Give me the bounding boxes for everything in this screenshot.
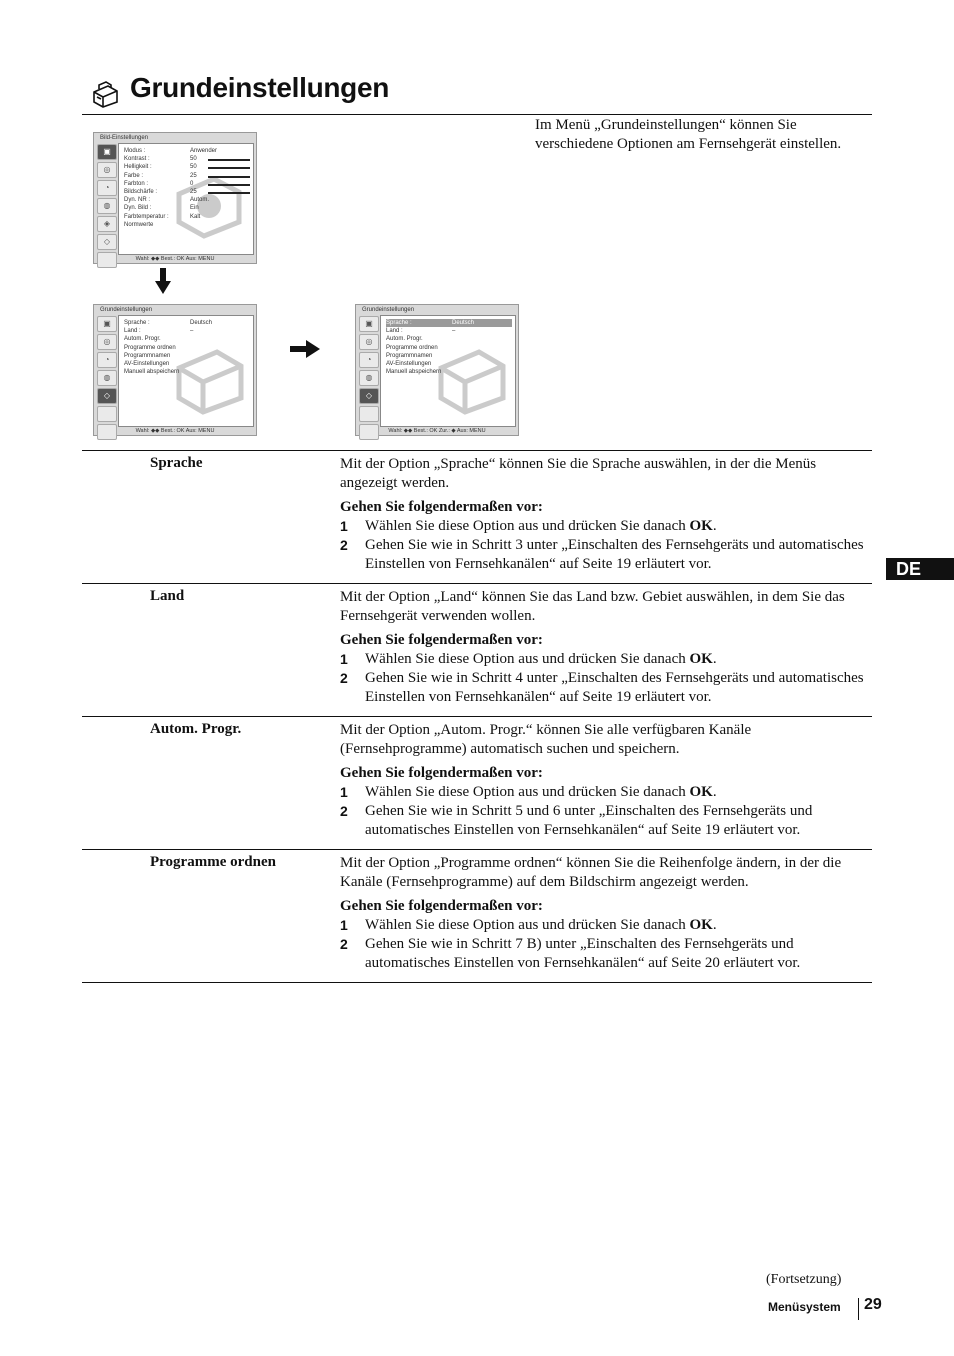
screen-icon: ◍ (97, 370, 117, 386)
option-description (340, 588, 872, 707)
menu-row: Programme ordnen (124, 344, 176, 351)
picture-icon: ▣ (359, 316, 379, 332)
menu-row: Farbe : 25 (124, 172, 250, 180)
sound-icon: ◎ (359, 334, 379, 350)
menu-row: Manuell abspeichern (124, 369, 180, 376)
picture-icon: ▣ (97, 144, 117, 160)
menu-icon-column (358, 315, 378, 425)
intro-text: Im Menü „Grundeinstellungen“ können Sie verschiedene Optionen am Fernsehgerät einstellen. (535, 117, 842, 152)
menu-row: Modus : Anwender (124, 148, 218, 154)
menu-row: Dyn. Bild : Ein (124, 205, 199, 212)
page-title: Grundeinstellungen (130, 72, 390, 103)
footer-divider (858, 1298, 859, 1320)
option-intro: Mit der Option „Land“ können Sie das Land bzw. Gebiet auswählen, in dem Sie das Fernsehgerät verwenden wollen. (340, 589, 845, 624)
menu-panel (118, 143, 254, 255)
menu-row: AV-Einstellungen (386, 360, 432, 367)
step: 1 Wählen Sie diese Option aus und drücken Sie danach OK. (340, 784, 717, 800)
sound-icon: ◎ (97, 162, 117, 178)
screen-icon: ◍ (359, 370, 379, 386)
timer-icon: ◔ (359, 352, 379, 368)
option-description (340, 854, 872, 973)
toolbox-icon: ◇ (97, 388, 117, 404)
menu-row: Helligkeit : 50 (124, 163, 250, 171)
step: 1 Wählen Sie diese Option aus und drücken Sie danach OK. (340, 651, 717, 667)
footer-section: Menüsystem (768, 1300, 841, 1314)
blank-icon (97, 406, 117, 422)
menu-row: Kontrast : 50 (124, 155, 250, 163)
menu-row: Dyn. NR : Autom. (124, 197, 210, 204)
sound-icon: ◎ (97, 334, 117, 350)
menu-row: Programmnamen (386, 352, 433, 359)
timer-icon: ◔ (97, 180, 117, 196)
setup-screen (93, 304, 257, 436)
option-row-land (82, 583, 872, 716)
options-table (82, 450, 872, 983)
step: 1 Wählen Sie diese Option aus und drücken Sie danach OK. (340, 917, 717, 933)
screen-title: Grundeinstellungen (100, 307, 153, 313)
timer-icon: ◔ (97, 352, 117, 368)
toolbox-icon (90, 80, 120, 108)
screen-icon: ◍ (97, 198, 117, 214)
step: 2 Gehen Sie wie in Schritt 4 unter „Einschalten des Fernsehgeräts und automatisches Einstellen von Fernsehkanälen“ auf Seite 19 erläutert vor. (340, 670, 864, 705)
procedure-heading: Gehen Sie folgendermaßen vor: (340, 499, 543, 515)
option-row-sprache (82, 450, 872, 583)
menu-row: Farbtemperatur : Kalt (124, 213, 201, 220)
menu-row: AV-Einstellungen (124, 360, 170, 367)
option-description (340, 721, 872, 840)
step: 1 Wählen Sie diese Option aus und drücken Sie danach OK. (340, 518, 717, 534)
step: 2 Gehen Sie wie in Schritt 3 unter „Einschalten des Fernsehgeräts und automatisches Einstellen von Fernsehkanälen“ auf Seite 19 erläutert vor. (340, 537, 864, 572)
slider-bar (208, 159, 250, 161)
menu-row: Manuell abspeichern (386, 369, 442, 376)
screen-title: Bild-Einstellungen (100, 135, 149, 141)
language-tab: DE (886, 558, 954, 580)
step: 2 Gehen Sie wie in Schritt 7 B) unter „Einschalten des Fernsehgeräts und automatisches Einstellen von Fernsehkanälen“ auf Seite 20 erläutert vor. (340, 936, 801, 971)
menu-row: Programmnamen (124, 352, 171, 359)
slider-bar (208, 176, 250, 178)
option-term: Autom. Progr. (150, 721, 242, 737)
option-intro: Mit der Option „Sprache“ können Sie die Sprache auswählen, in der die Menüs angezeigt werden. (340, 456, 817, 491)
procedure-heading: Gehen Sie folgendermaßen vor: (340, 765, 543, 781)
slider-bar (208, 192, 250, 194)
screen-footer: Wahl: ◆◆ Best.: OK Aus: MENU (135, 256, 215, 262)
blank-icon (359, 406, 379, 422)
screen-footer: Wahl: ◆◆ Best.: OK Zur.: ◆ Aus: MENU (388, 428, 486, 434)
picture-settings-screen (93, 132, 257, 264)
menu-row: Autom. Progr. (124, 336, 161, 343)
option-intro: Mit der Option „Programme ordnen“ können Sie die Reihenfolge ändern, in der die Kanäle (Fernsehprogramme) auf dem Bildschirm angezeigt werden. (340, 855, 842, 890)
option-row-autom-progr (82, 716, 872, 849)
menu-icon-column (96, 315, 116, 425)
menu-panel (380, 315, 516, 427)
page-number: 29 (864, 1296, 882, 1313)
menu-row: Sprache : Deutsch (124, 320, 213, 326)
slider-bar (208, 167, 250, 169)
arrow-down-icon (155, 268, 171, 294)
arrow-right-icon (290, 340, 320, 358)
menu-row: Bildschärfe : 25 (124, 188, 250, 196)
menu-row: Land : – (386, 328, 456, 335)
setup-screen-selected (355, 304, 519, 436)
slider-bar (208, 184, 250, 186)
picture-icon: ▣ (97, 316, 117, 332)
option-term: Programme ordnen (150, 854, 276, 870)
toolbox-icon: ◇ (97, 234, 117, 250)
page-header (82, 70, 872, 115)
menu-row-selected: Sprache : Deutsch (386, 319, 512, 327)
continued-note: (Fortsetzung) (766, 1272, 842, 1287)
menu-row: Farbton : 0 (124, 180, 250, 188)
menu-icon-column (96, 143, 116, 253)
menu-row: Autom. Progr. (386, 336, 423, 343)
menu-row: Land : – (124, 328, 194, 335)
menu-panel (118, 315, 254, 427)
feature-icon: ◈ (97, 216, 117, 232)
menu-row: Programme ordnen (386, 344, 438, 351)
option-description (340, 455, 872, 574)
step: 2 Gehen Sie wie in Schritt 5 und 6 unter „Einschalten des Fernsehgeräts und automatisches Einstellen von Fernsehkanälen“ auf Seite 19 erläutert vor. (340, 803, 813, 838)
screen-title: Grundeinstellungen (362, 307, 415, 313)
screen-footer: Wahl: ◆◆ Best.: OK Aus: MENU (135, 428, 215, 434)
procedure-heading: Gehen Sie folgendermaßen vor: (340, 898, 543, 914)
menu-row: Normwerte (124, 221, 154, 228)
option-term: Sprache (150, 455, 203, 471)
toolbox-icon: ◇ (359, 388, 379, 404)
option-row-programme-ordnen (82, 849, 872, 983)
procedure-heading: Gehen Sie folgendermaßen vor: (340, 632, 543, 648)
option-term: Land (150, 588, 185, 604)
option-intro: Mit der Option „Autom. Progr.“ können Sie alle verfügbaren Kanäle (Fernsehprogramme) automatisch suchen und speichern. (340, 722, 752, 757)
